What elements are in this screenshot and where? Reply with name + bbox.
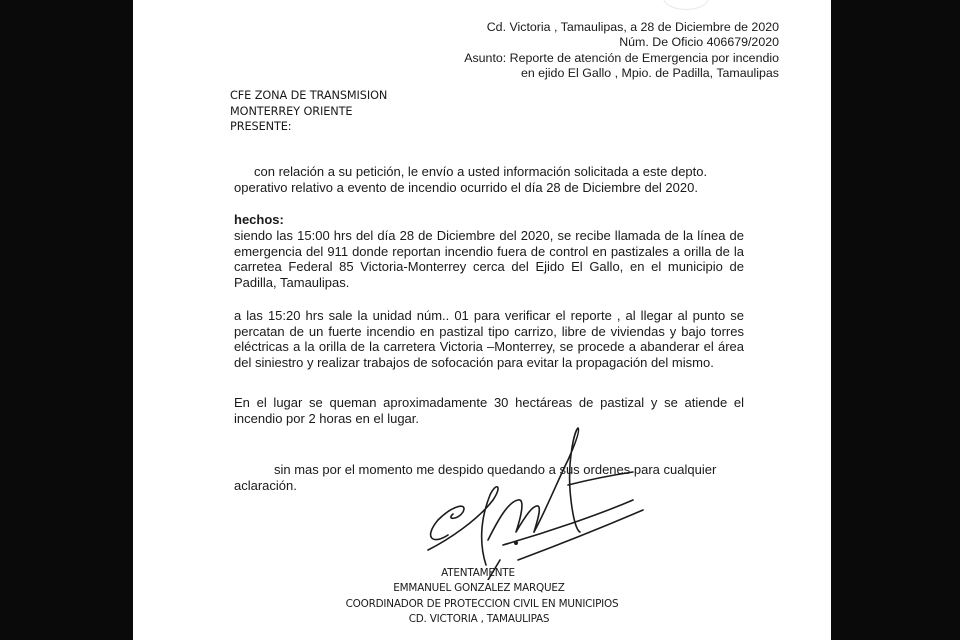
seal-stamp-icon <box>663 0 709 10</box>
place-date: Cd. Victoria , Tamaulipas, a 28 de Diciembre de 2020 <box>486 20 779 34</box>
facts-paragraph-3: En el lugar se queman aproximadamente 30 hectáreas de pastizal y se atiende el incendio por 2 horas en el lugar. <box>234 395 744 426</box>
letter-page <box>133 0 831 640</box>
signer-location: CD. VICTORIA , TAMAULIPAS <box>408 613 550 626</box>
recipient-line-3: PRESENTE: <box>230 120 292 134</box>
recipient-line-1: CFE ZONA DE TRANSMISION <box>230 89 388 102</box>
salutation: ATENTAMENTE <box>441 567 515 579</box>
recipient-line-2: MONTERREY ORIENTE <box>230 104 353 118</box>
signer-name: EMMANUEL GONZALEZ MARQUEZ <box>393 582 565 595</box>
letter-header <box>464 20 779 82</box>
recipient-block <box>230 88 387 135</box>
closing-line-2: aclaración. <box>234 477 297 493</box>
facts-heading: hechos: <box>234 212 284 227</box>
facts-paragraph-1: siendo las 15:00 hrs del día 28 de Diciembre del 2020, se recibe llamada de la línea de emergencia del 911 donde reportan incendio fuera de control en pastizales a orilla de la carretea Federal 85 Victoria-Monterrey cerca del Ejido El Gallo, en el municipio de Padilla, Tamaulipas. <box>234 228 744 290</box>
intro-line-2: operativo relativo a evento de incendio ocurrido el día 28 de Diciembre del 2020. <box>234 179 698 195</box>
closing-line-1: sin mas por el momento me despido quedando a sus ordenes para cualquier <box>274 462 717 477</box>
oficio-number: Núm. De Oficio 406679/2020 <box>619 35 779 50</box>
intro-paragraph <box>234 164 744 195</box>
subject-line-1: Asunto: Reporte de atención de Emergencia por incendio <box>464 50 779 65</box>
handwritten-signature-icon <box>408 420 648 580</box>
intro-line-1: con relación a su petición, le envío a usted información solicitada a este depto. <box>254 164 708 179</box>
facts-paragraph-2: a las 15:20 hrs sale la unidad núm.. 01 para verificar el reporte , al llegar al punto se percatan de un fuerte incendio en pastizal tipo carrizo, libre de viviendas y bajo torres eléctricas a la orilla de la carretera Victoria –Monterrey, se procede a abanderar el área del siniestro y realizar trabajos de sofocación para evitar la propagación del mismo. <box>234 308 744 370</box>
signature-block <box>133 566 831 628</box>
subject-line-2: en ejido El Gallo , Mpio. de Padilla, Tamaulipas <box>520 66 779 81</box>
signer-title: COORDINADOR DE PROTECCION CIVIL EN MUNICIPIOS <box>345 597 619 610</box>
